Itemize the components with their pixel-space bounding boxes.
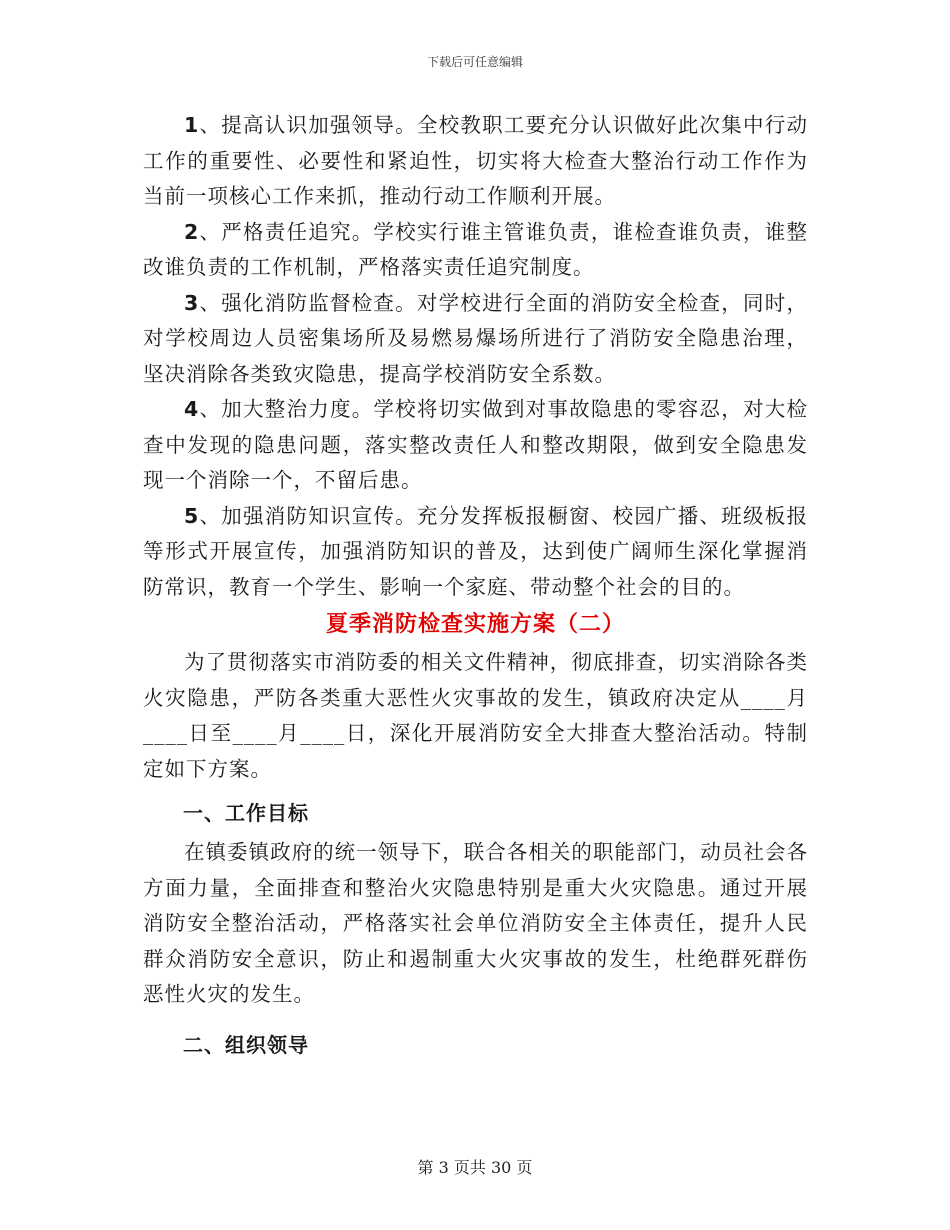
item-text: 、严格责任追究。学校实行谁主管谁负责，谁检查谁负责，谁整改谁负责的工作机制，严格落实责任追究制度。 bbox=[143, 219, 808, 279]
heading-organization: 二、组织领导 bbox=[183, 1032, 309, 1057]
header-note: 下载后可任意编辑 bbox=[426, 55, 523, 69]
heading-work-goal: 一、工作目标 bbox=[183, 801, 309, 825]
list-item bbox=[143, 392, 808, 499]
item-number: 5 bbox=[184, 503, 200, 528]
intro-paragraph: 为了贯彻落实市消防委的相关文件精神，彻底排查，切实消除各类火灾隐患，严防各类重大恶性火灾事故的发生，镇政府决定从____月____日至____月____日，深化开展消防安全大排查大整治活动。特制定如下方案。 bbox=[143, 650, 808, 781]
item-text: 、强化消防监督检查。对学校进行全面的消防安全检查，同时，对学校周边人员密集场所及易燃易爆场所进行了消防安全隐患治理，坚决消除各类致灾隐患，提高学校消防安全系数。 bbox=[143, 290, 808, 386]
list-item bbox=[143, 215, 808, 286]
item-text: 、加大整治力度。学校将切实做到对事故隐患的零容忍，对大检查中发现的隐患问题，落实整改责任人和整改期限，做到安全隐患发现一个消除一个，不留后患。 bbox=[143, 397, 808, 492]
item-number: 1 bbox=[184, 113, 200, 137]
page-footer: 第 3 页共 30 页 bbox=[417, 1158, 533, 1177]
section-title: 夏季消防检查实施方案（二） bbox=[325, 612, 625, 637]
item-text: 、提高认识加强领导。全校教职工要充分认识做好此次集中行动工作的重要性、必要性和紧迫性，切实将大检查大整治行动工作作为当前一项核心工作来抓，推动行动工作顺利开展。 bbox=[143, 113, 808, 208]
item-text: 、加强消防知识宣传。充分发挥板报橱窗、校园广播、班级板报等形式开展宣传，加强消防知识的普及，达到使广阔师生深化掌握消防常识，教育一个学生、影响一个家庭、带动整个社会的目的。 bbox=[143, 503, 808, 599]
list-item bbox=[143, 286, 808, 393]
goal-paragraph: 在镇委镇政府的统一领导下，联合各相关的职能部门，动员社会各方面力量，全面排查和整治火灾隐患特别是重大火灾隐患。通过开展消防安全整治活动，严格落实社会单位消防安全主体责任，提升人民群众消防安全意识，防止和遏制重大火灾事故的发生，杜绝群死群伤恶性火灾的发生。 bbox=[143, 840, 808, 1006]
list-item bbox=[143, 499, 808, 606]
document-body bbox=[143, 108, 808, 1067]
item-number: 3 bbox=[184, 290, 200, 315]
list-item bbox=[143, 108, 808, 215]
item-number: 4 bbox=[184, 397, 200, 421]
item-number: 2 bbox=[184, 219, 200, 244]
